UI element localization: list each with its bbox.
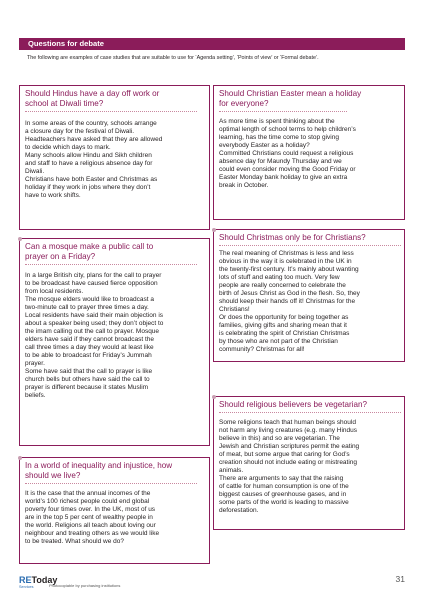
- body-line: Easter Monday bank holiday to give an extra: [219, 174, 348, 181]
- body-line: could even consider moving the Good Friday or: [219, 166, 356, 173]
- box-body: [219, 250, 400, 354]
- body-line: Christians!: [219, 306, 250, 313]
- body-line: beliefs.: [25, 392, 46, 399]
- body-line: Local residents have said their main objection is: [25, 312, 164, 319]
- box-body: [25, 272, 205, 400]
- title-line: Can a mosque make a public call to: [25, 242, 154, 251]
- title-underline: [219, 245, 401, 247]
- debate-box-easter: [213, 85, 405, 220]
- corner-pin-icon: [18, 237, 22, 241]
- corner-pin-icon: [18, 456, 22, 460]
- body-line: In a large British city, plans for the call to prayer: [25, 272, 162, 279]
- title-line: Should Hindus have a day off work or: [25, 89, 160, 98]
- title-line: for everyone?: [219, 99, 269, 108]
- debate-box-inequality: [19, 457, 210, 564]
- body-line: the twenty-first century. It’s mainly about wanting: [219, 266, 359, 273]
- title-underline: [25, 483, 197, 485]
- body-line: deforestation.: [219, 507, 259, 514]
- body-line: holiday if they work in jobs where they don’t: [25, 184, 151, 191]
- body-line: everybody Easter as a holiday?: [219, 142, 310, 149]
- body-line: elders have said if they cannot broadcast the: [25, 336, 154, 343]
- body-line: Many schools allow Hindu and Sikh children: [25, 152, 152, 159]
- debate-box-christmas: [213, 229, 405, 362]
- body-line: a closure day for the festival of Diwali.: [25, 128, 135, 135]
- corner-pin-icon: [212, 395, 216, 399]
- title-line: school at Diwali time?: [25, 99, 104, 108]
- body-line: animals.: [219, 467, 244, 474]
- logo-subtitle: Services: [19, 585, 34, 589]
- debate-box-vegetarian: [213, 396, 405, 530]
- body-line: lots of stuff and eating too much. Very few: [219, 274, 340, 281]
- body-line: the imam calling out the call to prayer. Mosque: [25, 328, 160, 335]
- body-line: neighbour and treating others as we would like: [25, 530, 160, 537]
- body-line: world’s 100 richest people could end global: [25, 498, 150, 505]
- body-line: is celebrating the spirit of Christian Christmas: [219, 330, 350, 337]
- body-line: are in the top 5 per cent of wealthy people in: [25, 514, 153, 521]
- body-line: Jewish and Christian scriptures permit the eating: [219, 443, 360, 450]
- body-line: about a speaker being used; they don’t object to: [25, 320, 164, 327]
- box-title: [219, 89, 361, 109]
- box-body: [25, 120, 205, 200]
- title-line: Should Christmas only be for Christians?: [219, 233, 366, 242]
- body-line: by those who are not part of the Christian: [219, 338, 338, 345]
- body-line: and staff to have a religious absence day for: [25, 160, 153, 167]
- title-underline: [25, 264, 197, 266]
- body-line: some parts of the world is leading to massive: [219, 499, 349, 506]
- debate-box-mosque: [19, 238, 210, 446]
- body-line: creation should not include eating or mistreating: [219, 459, 358, 466]
- debate-box-diwali: [19, 85, 210, 230]
- body-line: prayer.: [25, 360, 45, 367]
- body-line: It is the case that the annual incomes of the: [25, 490, 151, 497]
- body-line: have to work shifts.: [25, 192, 81, 199]
- body-line: Headteachers have asked that they are allowed: [25, 136, 163, 143]
- body-line: community? Christmas for all!: [219, 346, 305, 353]
- body-line: church bells but others have said the call to: [25, 376, 150, 383]
- photocopy-notice: Photocopiable by purchasing institutions: [49, 583, 121, 588]
- corner-pin-icon: [212, 228, 216, 232]
- body-line: break in October.: [219, 182, 269, 189]
- box-body: [219, 419, 400, 515]
- body-line: There are arguments to say that the raising: [219, 475, 344, 482]
- body-line: The real meaning of Christmas is less and less: [219, 250, 354, 257]
- body-line: In some areas of the country, schools arrange: [25, 120, 157, 127]
- page-number: 31: [395, 574, 405, 584]
- title-underline: [25, 111, 197, 113]
- body-line: Committed Christians could request a religious: [219, 150, 354, 157]
- body-line: people are really concerned to celebrate the: [219, 282, 346, 289]
- body-line: Or does the opportunity for being together as: [219, 314, 349, 321]
- box-title: [25, 242, 153, 262]
- body-line: The mosque elders would like to broadcast a: [25, 296, 154, 303]
- box-title: [25, 89, 159, 109]
- body-line: As more time is spent thinking about the: [219, 118, 335, 125]
- body-line: to be broadcast have caused fierce opposition: [25, 280, 158, 287]
- body-line: Diwali.: [25, 168, 45, 175]
- body-line: prayer is different because it states Muslim: [25, 384, 149, 391]
- box-body: [219, 118, 400, 190]
- title-underline: [219, 412, 401, 414]
- body-line: obvious in the way it is celebrated in the UK in: [219, 258, 352, 265]
- body-line: to decide which days to mark.: [25, 144, 111, 151]
- box-title: [219, 233, 366, 243]
- box-body: [25, 490, 205, 546]
- body-line: poverty four times over. In the UK, most of us: [25, 506, 156, 513]
- body-line: should keep their hands off it! Christmas for the: [219, 298, 356, 305]
- section-title: Questions for debate: [28, 39, 104, 48]
- re-today-logo: REToday: [19, 575, 58, 585]
- section-header-bar: [19, 38, 405, 50]
- body-line: of cattle for human consumption is one of the: [219, 483, 349, 490]
- body-line: the world. Religions all teach about loving our: [25, 522, 156, 529]
- box-title: [219, 400, 367, 410]
- box-title: [25, 461, 172, 481]
- body-line: not harm any living creatures (e.g. many Hindus: [219, 427, 358, 434]
- body-line: optimal length of school terms to help children’s: [219, 126, 356, 133]
- body-line: biggest causes of greenhouse gases, and in: [219, 491, 347, 498]
- body-line: from local residents.: [25, 288, 84, 295]
- body-line: Some religions teach that human beings should: [219, 419, 356, 426]
- body-line: to be able to broadcast for Friday’s Jummah: [25, 352, 152, 359]
- body-line: call three times a day they would at least like: [25, 344, 154, 351]
- body-line: believe in this) and so are vegetarian. The: [219, 435, 340, 442]
- title-line: In a world of inequality and injustice, how: [25, 461, 173, 470]
- body-line: birth of Jesus Christ as God in the flesh. So, they: [219, 290, 360, 297]
- title-line: prayer on a Friday?: [25, 252, 96, 261]
- body-line: to be treated. What should we do?: [25, 538, 125, 545]
- body-line: of meat, but some argue that caring for God’s: [219, 451, 350, 458]
- intro-text: The following are examples of case studies that are suitable to use for ‘Agenda setting’, ‘Points of view’ or ‘Formal debate’.: [27, 55, 319, 61]
- body-line: Christians have both Easter and Christmas as: [25, 176, 158, 183]
- body-line: Some have said that the call to prayer is like: [25, 368, 153, 375]
- title-line: Should Christian Easter mean a holiday: [219, 89, 362, 98]
- title-line: Should religious believers be vegetarian?: [219, 400, 368, 409]
- title-underline: [219, 111, 347, 113]
- body-line: learning, has the time come to stop giving: [219, 134, 339, 141]
- body-line: absence day for Maundy Thursday and we: [219, 158, 342, 165]
- body-line: two-minute call to prayer three times a day.: [25, 304, 149, 311]
- title-line: should we live?: [25, 471, 81, 480]
- body-line: families, giving gifts and sharing mean that it: [219, 322, 347, 329]
